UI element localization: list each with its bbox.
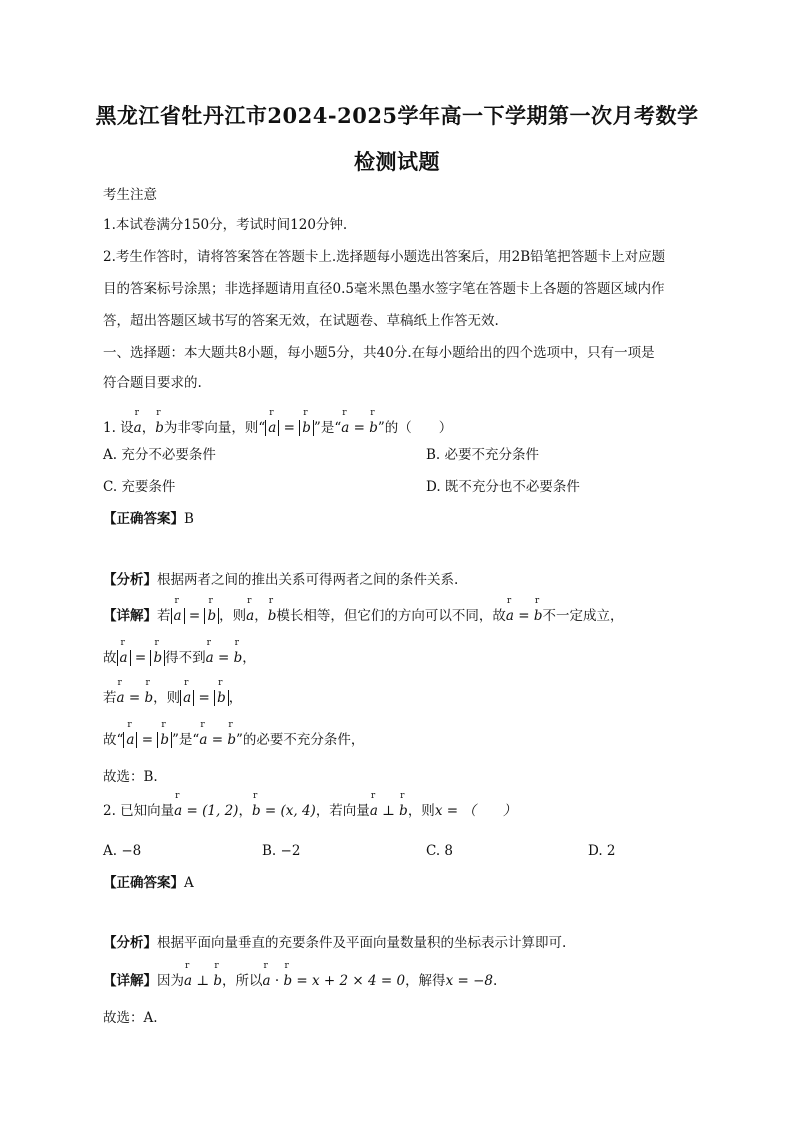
q2-option-d: D. 2 — [588, 843, 616, 859]
section-heading-b: 符合题目要求的. — [103, 375, 202, 391]
q1-option-d: D. 既不充分也不必要条件 — [426, 479, 580, 495]
q2-answer: 【正确答案】A — [103, 875, 194, 891]
q2-pick: 故选：A. — [103, 1010, 158, 1026]
q1-option-b: B. 必要不充分条件 — [426, 447, 540, 463]
q2-option-b: B. −2 — [262, 843, 301, 859]
document-title-line1: 黑龙江省牡丹江市2024-2025学年高一下学期第一次月考数学 — [95, 103, 699, 128]
question-2-stem: 2. 已知向量 r a = (1, 2)， r b = (x, 4)，若向量 r a ⊥ r b，则x = （ ） — [103, 791, 517, 819]
question-number: 1. 设 — [103, 420, 134, 436]
notice-item-2c: 答，超出答题区域书写的答案无效，在试题卷、草稿纸上作答无效. — [103, 313, 499, 329]
vector-b: r b — [155, 408, 164, 436]
notice-heading: 考生注意 — [103, 187, 157, 203]
q2-option-a: A. −8 — [103, 843, 142, 859]
q1-option-a: A. 充分不必要条件 — [103, 447, 216, 463]
q1-analysis: 【分析】根据两者之间的推出关系可得两者之间的条件关系. — [103, 572, 459, 588]
q2-detail: 【详解】因为 r a ⊥ r b，所以 r a · r b = x + 2 × 4 = 0，解得x = −8. — [103, 961, 498, 989]
q2-analysis: 【分析】根据平面向量垂直的充要条件及平面向量数量积的坐标表示计算即可. — [103, 935, 567, 951]
q2-option-c: C. 8 — [426, 843, 454, 859]
notice-item-1: 1.本试卷满分150分，考试时间120分钟. — [103, 217, 348, 233]
q1-detail-line2: 故 r a = r b 得不到 r a = r b， — [103, 638, 256, 666]
abs-b: r b — [299, 420, 314, 436]
vector-a: r a — [133, 408, 142, 436]
q1-detail-line1: 【详解】若 r a = r b ，则 r a， r b模长相等，但它们的方向可以不同，故 r a = r b不一定成立， — [103, 596, 624, 624]
question-1-stem: 1. 设 r a， r b为非零向量，则“ r a = r b ”是“ r a = r b”的（ ） — [103, 408, 453, 436]
q1-detail-line3: 若 r a = r b，则 r a = r b ， — [103, 678, 243, 706]
q1-detail-line4: 故“ r a = r b ”是“ r a = r b”的必要不充分条件， — [103, 720, 365, 748]
abs-a: r a — [265, 420, 279, 436]
document-title-line2: 检测试题 — [354, 149, 440, 174]
section-heading-a: 一、选择题：本大题共8小题，每小题5分，共40分.在每小题给出的四个选项中，只有一项是 — [103, 345, 655, 361]
q1-pick: 故选：B. — [103, 769, 158, 785]
q1-option-c: C. 充要条件 — [103, 479, 176, 495]
notice-item-2b: 目的答案标号涂黑；非选择题请用直径0.5毫米黑色墨水签字笔在答题卡上各题的答题区域内作 — [103, 281, 665, 297]
q1-answer: 【正确答案】B — [103, 511, 194, 527]
notice-item-2a: 2.考生作答时，请将答案答在答题卡上.选择题每小题选出答案后，用2B铅笔把答题卡上对应题 — [103, 249, 666, 265]
